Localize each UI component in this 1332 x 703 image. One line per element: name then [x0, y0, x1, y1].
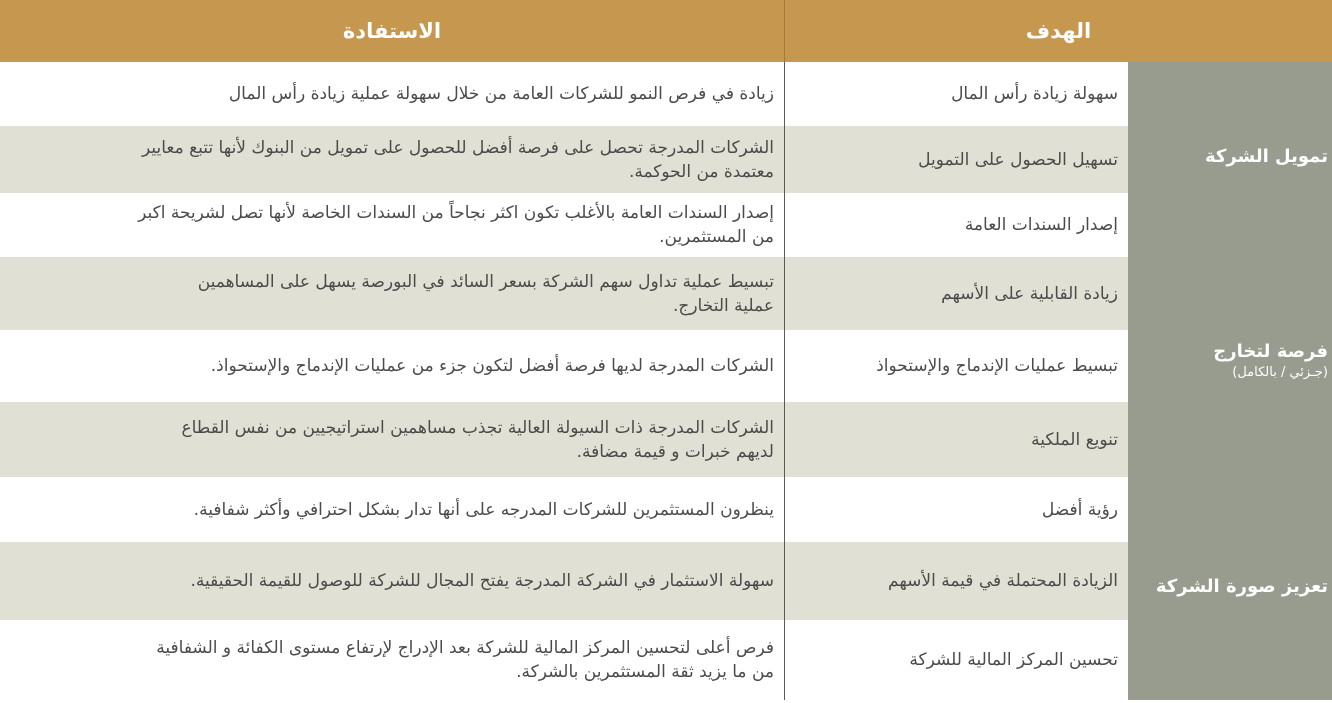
benefit-line: الشركات المدرجة ذات السيولة العالية تجذب مساهمين استراتيجيين من نفس القطاع — [181, 417, 774, 438]
goal-cell — [785, 126, 1118, 193]
table-row — [0, 542, 1128, 620]
goal-text: الزيادة المحتملة في قيمة الأسهم — [888, 571, 1118, 591]
table-row — [0, 620, 1128, 700]
benefit-line: لديهم خبرات و قيمة مضافة. — [576, 441, 774, 462]
goal-cell — [785, 62, 1118, 126]
goal-cell — [785, 257, 1118, 330]
benefit-line: من المستثمرين. — [659, 227, 774, 247]
category-company-financing — [1128, 145, 1328, 169]
goal-cell — [785, 402, 1118, 477]
category-title: فرصة لتخارج — [1213, 341, 1328, 362]
goal-cell — [785, 542, 1118, 620]
goal-cell — [785, 477, 1118, 542]
benefit-line: سهولة الاستثمار في الشركة المدرجة يفتح المجال للشركة للوصول للقيمة الحقيقية. — [190, 571, 774, 591]
benefit-line: الشركات المدرجة تحصل على فرصة أفضل للحصول على تمويل من البنوك لأنها تتبع معايير — [141, 137, 774, 158]
benefit-cell — [0, 477, 774, 542]
benefit-line: زيادة في فرص النمو للشركات العامة من خلال سهولة عملية زيادة رأس المال — [228, 84, 774, 104]
table-row — [0, 477, 1128, 542]
table-row — [0, 257, 1128, 330]
table-row — [0, 402, 1128, 477]
goal-text: سهولة زيادة رأس المال — [951, 84, 1118, 104]
benefit-line: من ما يزيد ثقة المستثمرين بالشركة. — [516, 662, 774, 682]
benefit-cell — [0, 620, 774, 700]
benefit-cell — [0, 126, 774, 193]
goal-cell — [785, 620, 1118, 700]
goal-text: تبسيط عمليات الإندماج والإستحواذ — [876, 356, 1118, 376]
benefit-cell — [0, 402, 774, 477]
goal-cell — [785, 330, 1118, 402]
benefit-line: ينظرون المستثمرين للشركات المدرجه على أنها تدار بشكل احترافي وأكثر شفافية. — [193, 499, 774, 520]
category-title: تعزيز صورة الشركة — [1155, 576, 1328, 597]
goal-text: زيادة القابلية على الأسهم — [941, 283, 1118, 304]
benefit-line: تبسيط عملية تداول سهم الشركة بسعر السائد في البورصة يسهل على المساهمين — [197, 271, 774, 292]
category-company-image — [1128, 575, 1328, 599]
benefit-line: معتمدة من الحوكمة. — [628, 161, 774, 182]
table-row — [0, 126, 1128, 193]
benefit-cell — [0, 62, 774, 126]
benefit-line: الشركات المدرجة لديها فرصة أفضل لتكون جزء من عمليات الإندماج والإستحواذ. — [210, 356, 774, 376]
column-divider — [784, 62, 785, 700]
goal-column-header: الهدف — [1025, 19, 1092, 43]
category-exit-opportunity — [1128, 340, 1328, 382]
benefit-line: إصدار السندات العامة بالأغلب تكون اكثر نجاحاً من السندات الخاصة لأنها تصل لشريحة اكبر — [138, 203, 774, 223]
benefit-line: عملية التخارج. — [672, 295, 774, 316]
goal-text: إصدار السندات العامة — [964, 215, 1118, 235]
table-row — [0, 330, 1128, 402]
category-subtitle: (جـزئي / بالكامل) — [1232, 365, 1328, 380]
category-title: تمويل الشركة — [1204, 146, 1328, 167]
goal-text: تنويع الملكية — [1031, 429, 1118, 450]
benefit-cell — [0, 330, 774, 402]
benefit-cell — [0, 257, 774, 330]
benefit-cell — [0, 542, 774, 620]
goal-text: تسهيل الحصول على التمويل — [918, 149, 1118, 170]
table-row — [0, 193, 1128, 257]
benefit-column-header: الاستفادة — [342, 19, 442, 43]
goal-text: تحسين المركز المالية للشركة — [909, 650, 1118, 670]
goal-cell — [785, 193, 1118, 257]
table-row — [0, 62, 1128, 126]
benefit-line: فرص أعلى لتحسين المركز المالية للشركة بعد الإدراج لإرتفاع مستوى الكفائة و الشفافية — [156, 638, 774, 658]
goal-text: رؤية أفضل — [1041, 499, 1118, 520]
table-header — [0, 0, 1332, 62]
benefit-cell — [0, 193, 774, 257]
